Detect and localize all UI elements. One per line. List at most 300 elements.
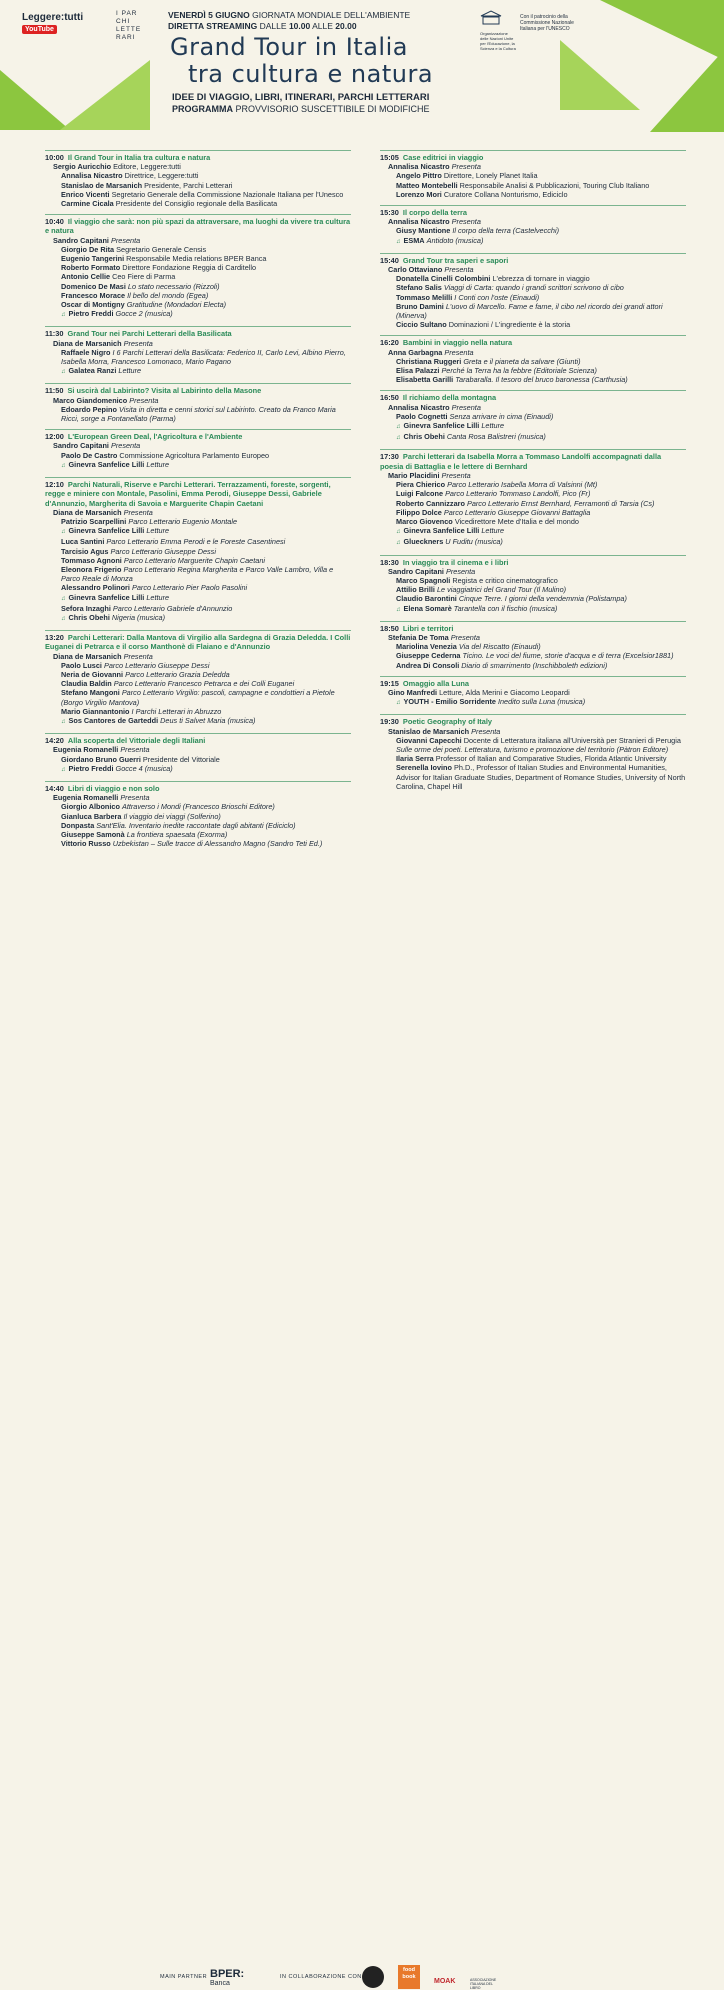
person-name: Stefano Mangoni: [61, 688, 120, 698]
speaker-line: [380, 508, 686, 517]
programma-text: PROVVISORIO SUSCETTIBILE DI MODIFICHE: [235, 104, 430, 114]
person-description: U Fuditu (musica): [445, 537, 503, 547]
leggere-tutti-logo[interactable]: [22, 12, 83, 34]
session-title: Libri di viaggio e non solo: [67, 783, 160, 793]
person-name: Annalisa Nicastro: [61, 171, 123, 181]
person-description: Senza arrivare in cima (Einaudi): [449, 411, 554, 421]
person-description: Dominazioni / L'ingrediente è la storia: [448, 320, 571, 330]
session-heading: [45, 480, 351, 508]
stream-text: DALLE: [259, 21, 287, 31]
person-description: Presenta: [471, 726, 501, 736]
speaker-line: [380, 763, 686, 791]
person-name: Giordano Bruno Guerri: [61, 754, 141, 764]
speaker-line: [45, 171, 351, 180]
person-description: Gratitudine (Mondadori Electa): [126, 300, 227, 310]
program-session: [45, 214, 351, 320]
speaker-line: [45, 604, 351, 613]
unesco-logo: [480, 10, 516, 51]
moderator-line: [380, 567, 686, 576]
session-heading: [380, 256, 686, 265]
person-description: Segretario Generale della Commissione Nazionale Italiana per l'Unesco: [111, 189, 344, 199]
person-name: Neria de Giovanni: [61, 669, 124, 679]
person-description: Parco Letterario Ernst Bernhard, Ferramonti di Tarsia (Cs): [466, 498, 655, 508]
person-name: Patrizio Scarpellini: [61, 516, 127, 526]
circle-logo-icon: [362, 1966, 384, 1988]
speaker-line: [45, 547, 351, 556]
speaker-line: [45, 661, 351, 670]
program-session: [380, 449, 686, 548]
date-text: GIORNATA MONDIALE DELL'AMBIENTE: [252, 10, 411, 20]
person-description: Letture: [146, 592, 170, 602]
music-line: [380, 432, 686, 443]
music-line: [45, 309, 351, 320]
person-name: Edoardo Pepino: [61, 404, 117, 414]
session-time: 14:20: [45, 736, 64, 746]
stream-mid: ALLE: [312, 21, 333, 31]
speaker-line: [45, 583, 351, 592]
youtube-icon: YouTube: [22, 25, 57, 34]
person-description: Direttore Fondazione Reggia di Carditello: [122, 263, 257, 273]
session-time: 18:50: [380, 623, 399, 633]
music-line: [380, 526, 686, 537]
speaker-line: [380, 661, 686, 670]
session-time: 17:30: [380, 452, 399, 462]
unesco-temple-icon: [480, 10, 502, 26]
person-description: Presenta: [444, 347, 474, 357]
music-line: [380, 604, 686, 615]
person-description: Letture, Alda Merini e Giacomo Leopardi: [439, 687, 570, 697]
session-heading: [45, 386, 351, 395]
person-description: Parco Letterario Tommaso Landolfi, Pico (Fr): [445, 489, 591, 499]
person-description: Parco Letterario Isabella Morra di Valsinni (Mt): [447, 480, 598, 490]
moderator-line: [45, 508, 351, 517]
person-description: I Conti con l'oste (Einaudi): [454, 292, 540, 302]
person-name: Enrico Vicenti: [61, 189, 110, 199]
person-description: I Parchi Letterari in Abruzzo: [131, 706, 222, 716]
session-title: Bambini in viaggio nella natura: [402, 338, 513, 348]
subtitle: IDEE DI VIAGGIO, LIBRI, ITINERARI, PARCHI LETTERARI: [172, 92, 430, 103]
person-name: Tommaso Agnoni: [61, 555, 122, 565]
person-name: Paolo Cognetti: [396, 411, 448, 421]
session-title: Il richiamo della montagna: [402, 393, 497, 403]
person-description: Parco Letterario Gabriele d'Annunzio: [112, 603, 233, 613]
stream-line: [168, 21, 357, 31]
session-time: 15:30: [380, 208, 399, 218]
bper-text: BPER:: [210, 1968, 245, 1980]
person-description: Greta e il pianeta da salvare (Giunti): [463, 356, 581, 366]
person-name: Annalisa Nicastro: [388, 162, 450, 172]
moderator-line: [45, 396, 351, 405]
person-description: Presidente del Vittoriale: [142, 754, 220, 764]
person-name: Giuseppe Samonà: [61, 830, 125, 839]
date-bold: VENERDÌ 5 GIUGNO: [168, 10, 250, 20]
speaker-line: [45, 537, 351, 546]
person-name: Sergio Auricchio: [53, 162, 112, 172]
person-description: Ph.D., Professor of Italian Studies and Environmental Humanities, Advisor for Italian Graduate Studies, Department of Romance Studies, University of North Carolina, Chapel Hill: [396, 763, 686, 791]
person-name: Tarcisio Agus: [61, 546, 109, 556]
person-name: Anna Garbagna: [388, 347, 443, 357]
session-heading: [45, 633, 351, 651]
programma-line: [172, 104, 430, 114]
speaker-line: [380, 499, 686, 508]
person-description: Tarantella con il fischio (musica): [453, 603, 558, 613]
moderator-line: [45, 793, 351, 802]
music-line: [45, 593, 351, 604]
header: [0, 0, 724, 132]
speaker-line: [380, 283, 686, 292]
aib-logo: ASSOCIAZIONE ITALIANA DEL LIBRO: [470, 1978, 497, 1990]
music-line: [380, 697, 686, 708]
program-right-column: [380, 150, 686, 797]
music-line: [380, 236, 686, 247]
decor-triangle-right-2: [560, 40, 640, 110]
program-session: [45, 733, 351, 775]
parchi-letterari-logo: [88, 10, 152, 42]
session-heading: [380, 624, 686, 633]
decor-triangle-right-3: [650, 50, 724, 132]
speaker-line: [45, 707, 351, 716]
person-description: Parco Letterario Emma Perodi e le Foreste Casentinesi: [106, 537, 286, 547]
music-line: [45, 366, 351, 377]
person-name: Donatella Cinelli Colombini: [396, 274, 491, 284]
speaker-line: [45, 556, 351, 565]
person-description: Presenta: [451, 162, 481, 172]
session-heading: [45, 329, 351, 338]
speaker-line: [45, 263, 351, 272]
title-line2: tra cultura e natura: [188, 60, 434, 88]
person-description: Presidente del Consiglio regionale della Basilicata: [115, 199, 278, 209]
speaker-line: [45, 679, 351, 688]
speaker-line: [45, 245, 351, 254]
program-session: [45, 477, 351, 624]
person-name: Gianluca Barbera: [61, 811, 122, 821]
person-description: L'uovo di Marcello. Fame e fame, il cibo nel ricordo dei grandi attori (Minerva): [396, 301, 663, 321]
person-name: Stefania De Toma: [388, 632, 449, 642]
speaker-line: [45, 405, 351, 423]
stream-bold: DIRETTA STREAMING: [168, 21, 258, 31]
speaker-line: [380, 171, 686, 180]
person-name: Marco Spagnoli: [396, 575, 451, 585]
person-name: Roberto Formato: [61, 263, 121, 273]
moderator-line: [380, 633, 686, 642]
music-line: [45, 716, 351, 727]
speaker-line: [45, 254, 351, 263]
moderator-line: [380, 688, 686, 697]
speaker-line: [380, 181, 686, 190]
session-heading: [45, 432, 351, 441]
moderator-line: [380, 217, 686, 226]
program-session: [380, 150, 686, 199]
speaker-line: [380, 642, 686, 651]
person-description: Parco Letterario Giuseppe Dessi: [110, 546, 216, 556]
person-description: Letture: [481, 421, 505, 431]
person-name: Giorgio De Rita: [61, 244, 115, 254]
unesco-patronage: Con il patrocinio della Commissione Nazionale Italiana per l'UNESCO: [520, 14, 574, 32]
session-heading: [45, 153, 351, 162]
person-description: Presenta: [110, 235, 141, 245]
program-session: [380, 253, 686, 330]
person-name: Paolo De Castro: [61, 450, 118, 460]
person-name: Stefano Salis: [396, 283, 442, 293]
session-title: Il corpo della terra: [402, 208, 467, 218]
speaker-line: [45, 517, 351, 526]
session-heading: [380, 452, 686, 470]
speaker-line: [45, 300, 351, 309]
session-title: Case editrici in viaggio: [402, 153, 484, 162]
session-title: Poetic Geography of Italy: [402, 717, 493, 727]
person-name: Serenella Iovino: [396, 763, 452, 773]
person-name: Galatea Ranzi: [68, 366, 117, 376]
moak-logo: MOAK: [434, 1978, 456, 1985]
person-description: La frontiera spaesata (Exorma): [126, 830, 228, 839]
speaker-line: [380, 489, 686, 498]
person-name: Carlo Ottaviano: [388, 265, 443, 275]
session-heading: [380, 558, 686, 567]
person-name: Sos Cantores de Garteddi: [68, 715, 159, 725]
person-name: Roberto Cannizzaro: [396, 498, 465, 508]
speaker-line: [45, 282, 351, 291]
person-name: Filippo Dolce: [396, 507, 442, 517]
person-name: Matteo Montebelli: [396, 180, 458, 190]
unesco-text: Organizzazione delle Nazioni Unite per l'Educazione, la Scienza e la Cultura: [480, 31, 516, 51]
person-name: Angelo Pittro: [396, 171, 442, 181]
person-name: Sefora Inzaghi: [61, 603, 111, 613]
speaker-line: [45, 821, 351, 830]
session-heading: [45, 736, 351, 745]
person-name: Elena Somarè: [403, 603, 452, 613]
session-title: Libri e territori: [402, 623, 454, 633]
person-name: Mario Placidini: [388, 470, 440, 480]
speaker-line: [380, 412, 686, 421]
food-book-logo: food book: [398, 1965, 420, 1989]
moderator-line: [45, 162, 351, 171]
person-description: Presenta: [445, 566, 476, 576]
main-partner-label: MAIN PARTNER: [160, 1974, 208, 1980]
session-time: 19:15: [380, 678, 399, 688]
person-name: Chris Obehi: [68, 612, 110, 622]
program-session: [45, 429, 351, 471]
person-description: Parco Letterario Eugenio Montale: [128, 516, 238, 526]
session-heading: [380, 153, 686, 162]
person-name: Oscar di Montigny: [61, 300, 125, 310]
speaker-line: [45, 451, 351, 460]
person-name: Stanislao de Marsanich: [61, 180, 143, 190]
session-time: 19:30: [380, 717, 399, 727]
person-name: Diana de Marsanich: [53, 338, 122, 348]
session-title: Parchi letterari da Isabella Morra a Tommaso Landolfi accompagnati dalla poesia di Battaglia e le lettere di Bernhard: [380, 452, 662, 471]
person-description: Presidente, Parchi Letterari: [144, 180, 233, 190]
person-name: Mario Giannantonio: [61, 706, 130, 716]
speaker-line: [380, 754, 686, 763]
person-description: Viaggi di Carta: quando i grandi scrittori scrivono di cibo: [443, 283, 624, 293]
person-name: Luigi Falcone: [396, 489, 444, 499]
person-description: Segretario Generale Censis: [116, 244, 207, 254]
person-description: Parco Letterario Regina Margherita e Parco Valle Lambro, Villa e Parco Reale di Monza: [61, 564, 334, 584]
person-description: Presenta: [450, 632, 480, 642]
program-session: [380, 555, 686, 615]
speaker-line: [380, 585, 686, 594]
person-name: Alessandro Polinori: [61, 583, 130, 593]
person-description: Presenta: [441, 470, 471, 480]
music-line: [380, 421, 686, 432]
session-title: Grand Tour tra saperi e sapori: [402, 255, 509, 265]
person-description: Commissione Agricoltura Parlamento Europeo: [119, 450, 270, 460]
program-session: [380, 621, 686, 670]
person-description: Gocce 4 (musica): [115, 763, 173, 773]
session-time: 15:05: [380, 153, 399, 162]
person-name: Eugenia Romanelli: [53, 793, 119, 803]
session-heading: [380, 679, 686, 688]
program-session: [380, 390, 686, 443]
session-time: 11:50: [45, 386, 64, 396]
title-line1: Grand Tour in Italia: [170, 33, 408, 61]
session-title: Parchi Naturali, Riserve e Parchi Letterari. Terrazzamenti, foreste, sorgenti, regge e miniere con Montale, Pasolini, Emma Perodi, Giuseppe Dessi, Gabriele d'Annunzio, Margherita di Savoia e Marguerite Chapin Caetani: [45, 480, 331, 508]
program-session: [45, 630, 351, 727]
person-description: Parco Letterario Virgilio: pascoli, campagne e condottieri a Pietole (Borgo Virgilio Mantova): [61, 688, 335, 707]
person-description: Presenta: [123, 651, 153, 661]
speaker-line: [380, 651, 686, 660]
session-title: Alla scoperta del Vittoriale degli Italiani: [67, 736, 206, 746]
person-name: Giorgio Albonico: [61, 802, 120, 812]
person-description: Vicedirettore Mete d'Italia e del mondo: [454, 516, 579, 526]
music-line: [45, 460, 351, 471]
person-description: Presenta: [123, 338, 153, 348]
person-name: Eugenio Tangerini: [61, 254, 125, 264]
moderator-line: [380, 265, 686, 274]
speaker-line: [45, 830, 351, 839]
person-description: Il bello del mondo (Egea): [127, 290, 209, 300]
person-name: Diana de Marsanich: [53, 507, 122, 517]
person-description: Editore, Leggere:tutti: [113, 162, 181, 172]
person-name: Ginevra Sanfelice Lilli: [403, 421, 480, 431]
person-description: Parco Letterario Pier Paolo Pasolini: [131, 583, 248, 593]
session-time: 11:30: [45, 329, 64, 339]
person-name: Ginevra Sanfelice Lilli: [403, 526, 480, 536]
program-session: [380, 335, 686, 384]
speaker-line: [45, 291, 351, 300]
music-line: [380, 537, 686, 548]
person-name: Giovanni Capecchi: [396, 735, 462, 745]
person-description: Nigeria (musica): [111, 612, 166, 622]
person-description: Il corpo della terra (Castelvecchi): [452, 226, 560, 236]
person-description: Letture: [146, 526, 170, 536]
session-time: 10:00: [45, 153, 64, 162]
person-name: Pietro Freddi: [68, 763, 114, 773]
person-name: Glueckners: [403, 537, 444, 547]
person-name: Domenico De Masi: [61, 281, 126, 291]
person-description: Parco Letterario Giuseppe Giovanni Battaglia: [443, 507, 591, 517]
session-heading: [380, 393, 686, 402]
speaker-line: [380, 366, 686, 375]
person-description: Regista e critico cinematografico: [452, 575, 558, 585]
person-description: Letture: [481, 526, 505, 536]
person-name: Ginevra Sanfelice Lilli: [68, 526, 145, 536]
session-time: 12:10: [45, 480, 64, 490]
person-name: Raffaele Nigro: [61, 347, 111, 357]
person-name: Paolo Lusci: [61, 660, 102, 670]
person-name: Ilaria Serra: [396, 754, 434, 764]
person-name: Eugenia Romanelli: [53, 745, 119, 755]
person-description: Sulle orme dei poeti. Letteratura, turismo e promozione del territorio (Pàtron Editore): [396, 744, 669, 754]
person-name: Tommaso Melilli: [396, 292, 453, 302]
speaker-line: [380, 302, 686, 320]
person-name: Vittorio Russo: [61, 839, 111, 849]
moderator-line: [45, 652, 351, 661]
speaker-line: [380, 594, 686, 603]
person-name: Attilio Brilli: [396, 585, 435, 595]
person-description: Cinque Terre. I giorni della vendemmia (Polistampa): [458, 594, 627, 604]
person-description: Presenta: [120, 745, 150, 755]
person-description: Direttore, Lonely Planet Italia: [443, 171, 538, 181]
person-name: Annalisa Nicastro: [388, 402, 450, 412]
bper-sub: Banca: [210, 1980, 230, 1987]
session-title: In viaggio tra il cinema e i libri: [402, 557, 509, 567]
person-description: Presenta: [451, 402, 481, 412]
person-description: Inedito sulla Luna (musica): [497, 697, 586, 707]
person-name: Antonio Cellie: [61, 272, 111, 282]
person-name: Pietro Freddi: [68, 309, 114, 319]
speaker-line: [45, 190, 351, 199]
person-description: L'ebrezza di tornare in viaggio: [492, 274, 590, 284]
person-description: Uzbekistan – Sulle tracce di Alessandro Magno (Sandro Teti Ed.): [112, 839, 323, 849]
person-name: Marco Giandomenico: [53, 395, 128, 405]
program-session: [45, 150, 351, 208]
person-name: Sandro Capitani: [388, 566, 444, 576]
person-description: Responsabile Analisi & Pubblicazioni, Touring Club Italiano: [459, 180, 650, 190]
speaker-line: [380, 357, 686, 366]
speaker-line: [380, 576, 686, 585]
person-description: Curatore Collana Nonturismo, Ediciclo: [443, 189, 568, 199]
person-name: Claudia Baldin: [61, 679, 112, 689]
program-session: [45, 781, 351, 848]
speaker-line: [45, 755, 351, 764]
person-description: Deus ti Salvet Maria (musica): [160, 715, 256, 725]
music-line: [45, 526, 351, 537]
person-description: Ceo Fiere di Parma: [112, 272, 176, 282]
moderator-line: [380, 348, 686, 357]
session-time: 14:40: [45, 783, 64, 793]
person-name: Andrea Di Consoli: [396, 660, 460, 670]
program-session: [45, 383, 351, 423]
speaker-line: [45, 181, 351, 190]
moderator-line: [45, 236, 351, 245]
leggere-tutti-text: Leggere:tutti: [22, 12, 84, 23]
speaker-line: [380, 226, 686, 235]
person-description: Presenta: [120, 793, 150, 803]
music-line: [45, 613, 351, 624]
person-description: Parco Letterario Francesco Petrarca e dei Colli Euganei: [113, 679, 295, 689]
person-description: Diario di smarrimento (Inschibboleth edizioni): [461, 660, 608, 670]
person-description: Parco Letterario Giuseppe Dessi: [103, 660, 210, 670]
speaker-line: [45, 272, 351, 281]
speaker-line: [45, 839, 351, 848]
person-description: Parco Letterario Marguerite Chapin Caetani: [123, 555, 265, 565]
person-name: Elisa Palazzi: [396, 366, 440, 376]
moderator-line: [380, 727, 686, 736]
program-session: [380, 676, 686, 709]
person-description: Professor of Italian and Comparative Studies, Florida Atlantic University: [435, 754, 667, 764]
session-heading: [45, 217, 351, 235]
session-title: L'European Green Deal, l'Agricoltura e l'Ambiente: [67, 432, 243, 442]
speaker-line: [380, 274, 686, 283]
moderator-line: [45, 745, 351, 754]
speaker-line: [45, 199, 351, 208]
session-time: 13:20: [45, 633, 64, 643]
person-description: Letture: [118, 366, 142, 376]
person-description: Presenta: [129, 395, 159, 405]
person-description: Il viaggio dei viaggi (Solferino): [123, 811, 221, 821]
person-name: Diana de Marsanich: [53, 651, 122, 661]
